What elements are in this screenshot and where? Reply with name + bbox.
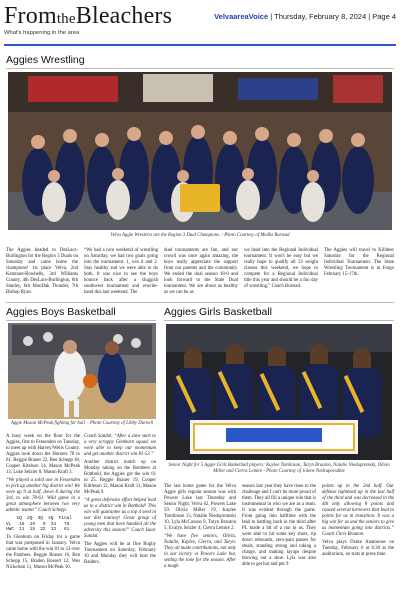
wrestling-column-1 — [6, 248, 78, 298]
girls-column-3 — [322, 484, 394, 560]
wrestling-column-5 — [324, 248, 394, 280]
masthead-subtitle: What's happening in the area — [4, 30, 80, 36]
boys-photo-illustration — [8, 323, 156, 419]
masthead-title-from: From — [4, 3, 57, 29]
girls-photo-caption: Senior Night for 5 Aggie Girls Basketball players: Kaylee Tomlinson, Taryn Brauton, Natalie Niedupromski, Olivia Miller and Cierra Lemire - Photo Courtesy of Jolene Nedrupovsdkie — [168, 463, 390, 474]
masthead-title-the: the — [56, 11, 76, 27]
wrestling-col2-text: “We had a nice weekend of wrestling on Saturday, we had two goals going into the tournament. 1, win it and 2. Stay healthy and we were able to do both. It was nice to see the boys bounce back after a sluggish southwest tournament and rewrite-hand this last weekend. The — [84, 248, 158, 295]
girls-col2-text: “We have five seniors, Olivia, Natalie, Kaylee, Cierra, and Taryn. They all made contributions, not only in our victory vs Powers Lake but, setting the tone for the season. After a tough — [164, 534, 236, 569]
masthead-meta — [214, 12, 396, 21]
wrestling-col1-text: The Aggies headed to DesLacs-Burlington for the Region 3 Duals on Saturday and came home the champions! 1st place Velva, 2nd Kenmare-Bowbells, 3rd Williams County, 4th DesLacs-Burlington, 6th Stanley, 6th MonDak Thunder, 7th Bishop Ryan. — [6, 248, 78, 295]
masthead-title-bleachers: Bleachers — [75, 3, 173, 29]
wrestling-column-4 — [244, 248, 318, 292]
girls-basketball-photo — [166, 324, 392, 460]
boys-rule — [6, 320, 156, 321]
boys-p6: “A great defensive effort helped lead us to a district win in Bottbold! This win will guarantee us a top 4 seed in our dist tourney! Great group of young men that have handled all the adversity this season!” Coach Isaac Sandal. — [84, 498, 156, 539]
boys-p4: Coach Sandal, “After a slow start to a very scrappy Glenburn squad, we were able to keep our momentum and get another district win 81-53.” — [84, 434, 156, 457]
wrestling-col4-text: we head into the Regional Individual tournament. It won't be easy but we really hope to qualify all 13 weight classes this weekend, we hope to compete for a Regional Individual title this year and should be a fun day of wrestling,” Coach Burstad. — [244, 248, 318, 289]
wrestling-photo-illustration — [8, 72, 392, 230]
girls-col4-text: points up in the 2nd half. Our defense tightened up in the last half of the third and was decreased in the 4th only allowing 8 points and caused several turnovers that lead to points for us in transition. It was a big win for us and the seniors to give us momentum going into districts.” Coach Chris Brauton. — [322, 484, 394, 537]
boys-p3: To Glenburn on Friday for a game that was postponed in January. Velva came home with the win 81 to 53 over the Panthers. Reggie Brauer 16, Ben Schepp 15, Braden Bossert 12, Wes Nickelson 11, Mason McPeak 10. — [6, 534, 80, 570]
wrestling-rule — [6, 68, 394, 69]
boys-p5: Another district match up on Monday taking on the Bombers at Bottbold, the Aggies got the win 61 to 25. Reggie Brauer 19, Cooper Kittleson 12, Mason Kraft 11, Mason McPeak 9. — [84, 460, 156, 495]
boys-p2: “We played a solid one in Fessenden to pick up another big district win! We were up 9 at half, down 8 during the 3rd, to win 78-61. Wild game in a great atmosphere between two very athletic teams!” Coach Schepp. — [6, 478, 80, 513]
girls-photo-illustration — [166, 324, 392, 460]
girls-column-2 — [242, 484, 316, 570]
girls-column-1 — [164, 484, 236, 572]
wrestling-heading: Aggies Wrestling — [6, 54, 85, 66]
boys-p7: The Aggies will be at One Rugby Tournament on Saturday, February 10 and Monday they will host the Raiders. — [84, 542, 156, 565]
boys-column-2 — [84, 434, 156, 568]
wrestling-photo-caption: Velva Aggie Wrestlers are the Region 3 Dual Champions. - Photo Courtesy of Medhz Burstad — [110, 233, 290, 238]
girls-basketball-heading: Aggies Girls Basketball — [164, 306, 272, 318]
boys-p1: A busy week on the floor for the Aggies, first to Fessenden on Tuesday, to meet up with Harvey/Wells County. Aggies took down the Hornets 78 to 61. Reggie Brauer 22, Ben Schepp 18, Cooper Kitelson 14, Mason McPeak 13, Luke Selzler 8, Mason Kraft 3. — [6, 434, 80, 475]
section-divider — [6, 302, 394, 303]
masthead — [4, 4, 396, 38]
wrestling-column-3 — [164, 248, 238, 298]
boys-stat-table: 1Q 2Q 3Q 4Q Final VL 16 19 9 34 78 HWC 11 15 22 13 61 — [6, 516, 72, 533]
girls-col3-text: season last year they have risen to the challenge and I can't be more proud of them. They all fill a unique role that is instrumental in who we are as a team. It was evident through the game. From going into halftime with the lead to battling back in the third after PL made a bit of a run in us. They were able to hit some key shots, rip down rebounds, zero-pain passes for steals, standing strong and taking a charge, and making layups despite blowing out a shoe. Lyla was also able to get hot and put 9 — [242, 484, 316, 567]
wrestling-col3-text: dual tournaments are fun, and our crowd was once again amazing, the boys really appreciate the support from our parents and the community. We ended the dual season 18-0 and look forward to the State Dual tournament. We are about as healthy as we can be as — [164, 248, 238, 295]
girls-col1-text: The last home game for the Velva Aggie girls regular season was with Powers Lake last Thursday and Senior Night. Velva 62, Powers Lake 59. Olivia Miller 19, Kaylee Tomlinson 13, Natalie Niedopromski 10, Lyla McCusson 9, Taryn Brauton 5, Evalyn Selzler 4, Cierra Lemire 2. — [164, 484, 236, 531]
girls-rule — [164, 320, 394, 321]
masthead-title — [4, 4, 172, 31]
boys-basketball-photo — [8, 323, 156, 419]
wrestling-column-2 — [84, 248, 158, 298]
boys-basketball-heading: Aggies Boys Basketball — [6, 306, 116, 318]
wrestling-team-photo — [8, 72, 392, 230]
wrestling-col5-text: The Aggies will travel to Killdeer Saturday for the Regional Individual Tournament. The State Wrestling Tournament is in Fargo February 15-17th. — [324, 248, 394, 277]
boys-photo-caption: Aggie Mason McPeak fighting for ball. - Photo Courtesy of Libby Durnell — [10, 421, 154, 426]
date-page: | Thursday, February 8, 2024 | Page 4 — [268, 12, 396, 21]
boys-column-1 — [6, 434, 80, 573]
masthead-divider — [4, 44, 396, 46]
publication-name: VelvaareaVoice — [214, 12, 269, 21]
girls-col5-text: Velva plays Drake Anamoose on Tuesday, February 6 at 6:30 at the auditorium, no stats at press time. — [322, 540, 394, 557]
